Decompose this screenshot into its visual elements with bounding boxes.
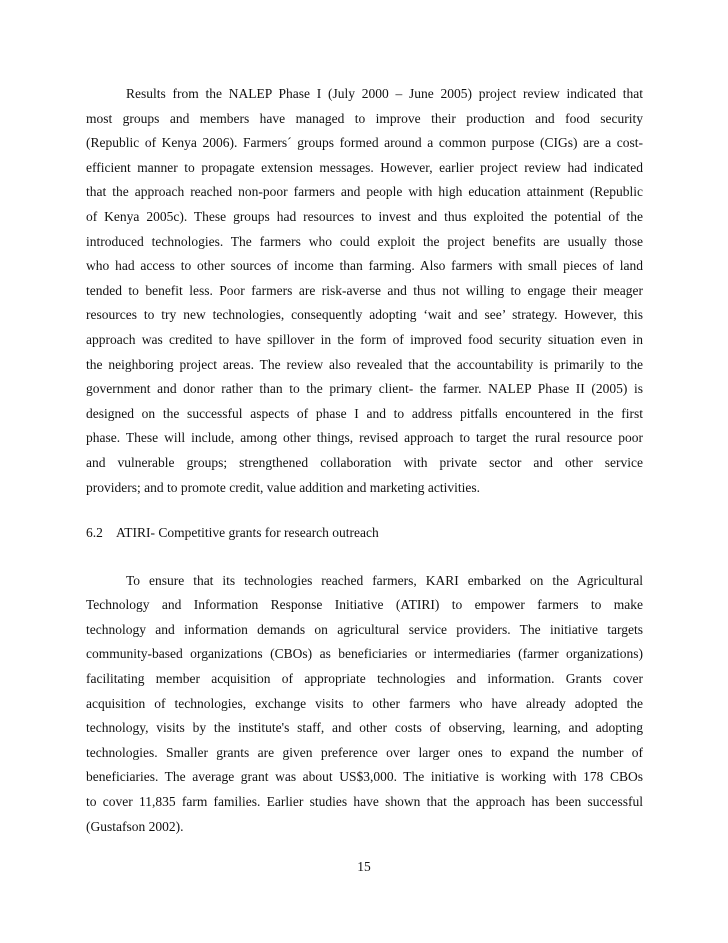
page-content — [86, 82, 643, 839]
text-line: and vulnerable groups; strengthened collaboration with private sector and other service — [86, 454, 643, 470]
text-line: providers; and to promote credit, value addition and marketing activities. — [86, 479, 481, 495]
text-line: community-based organizations (CBOs) as beneficiaries or intermediaries (farmer organizations) — [86, 646, 643, 662]
text-line: tended to benefit less. Poor farmers are risk-averse and thus not willing to engage their meager — [86, 282, 643, 298]
text-line: that the approach reached non-poor farmers and people with high education attainment (Republic — [86, 184, 643, 200]
paragraph-nalep-review — [86, 82, 643, 500]
text-line: facilitating member acquisition of appropriate technologies and information. Grants cover — [86, 671, 643, 687]
text-line: (Gustafson 2002). — [86, 818, 184, 834]
text-line: the neighboring project areas. The review also revealed that the accountability is primarily to the — [86, 356, 643, 372]
text-line: designed on the successful aspects of phase I and to address pitfalls encountered in the first — [86, 405, 643, 421]
text-line: approach was credited to have spillover in the form of improved food security situation even in — [86, 331, 643, 347]
section-number: 6.2 — [86, 525, 103, 541]
page-number: 15 — [357, 859, 371, 874]
text-line: to cover 11,835 farm families. Earlier studies have shown that the approach has been successful — [86, 794, 643, 810]
text-line: government and donor rather than to the primary client- the farmer. NALEP Phase II (2005) is — [86, 381, 643, 397]
text-line: To ensure that its technologies reached farmers, KARI embarked on the Agricultural — [126, 572, 643, 588]
text-line: resources to try new technologies, consequently adopting ‘wait and see’ strategy. However, this — [86, 307, 643, 323]
text-line: technologies. Smaller grants are given preference over larger ones to expand the number of — [86, 744, 643, 760]
text-line: Results from the NALEP Phase I (July 2000 – June 2005) project review indicated that — [126, 86, 643, 101]
text-line: technology, visits by the institute's staff, and other costs of observing, learning, and adopting — [86, 720, 643, 736]
text-line: of Kenya 2005c). These groups had resources to invest and thus exploited the potential of the — [86, 208, 643, 224]
text-line: most groups and members have managed to improve their production and food security — [86, 110, 643, 126]
text-line: (Republic of Kenya 2006). Farmers´ groups formed around a common purpose (CIGs) are a cost- — [86, 135, 643, 151]
text-line: Technology and Information Response Initiative (ATIRI) to empower farmers to make — [86, 597, 643, 613]
text-line: beneficiaries. The average grant was about US$3,000. The initiative is working with 178 CBOs — [86, 769, 643, 785]
paragraph-atiri — [86, 569, 643, 840]
text-line: acquisition of technologies, exchange visits to other farmers who have already adopted the — [86, 695, 643, 711]
text-line: technology and information demands on agricultural service providers. The initiative targets — [86, 621, 643, 637]
section-heading — [86, 521, 643, 546]
text-line: introduced technologies. The farmers who could exploit the project benefits are usually those — [86, 233, 643, 249]
text-line: who had access to other sources of income than farming. Also farmers with small pieces of land — [86, 258, 643, 274]
text-line: phase. These will include, among other things, revised approach to target the rural resource poor — [86, 430, 643, 446]
section-title: ATIRI- Competitive grants for research outreach — [116, 525, 379, 541]
text-line: efficient manner to propagate extension messages. However, earlier project review had indicated — [86, 159, 643, 175]
